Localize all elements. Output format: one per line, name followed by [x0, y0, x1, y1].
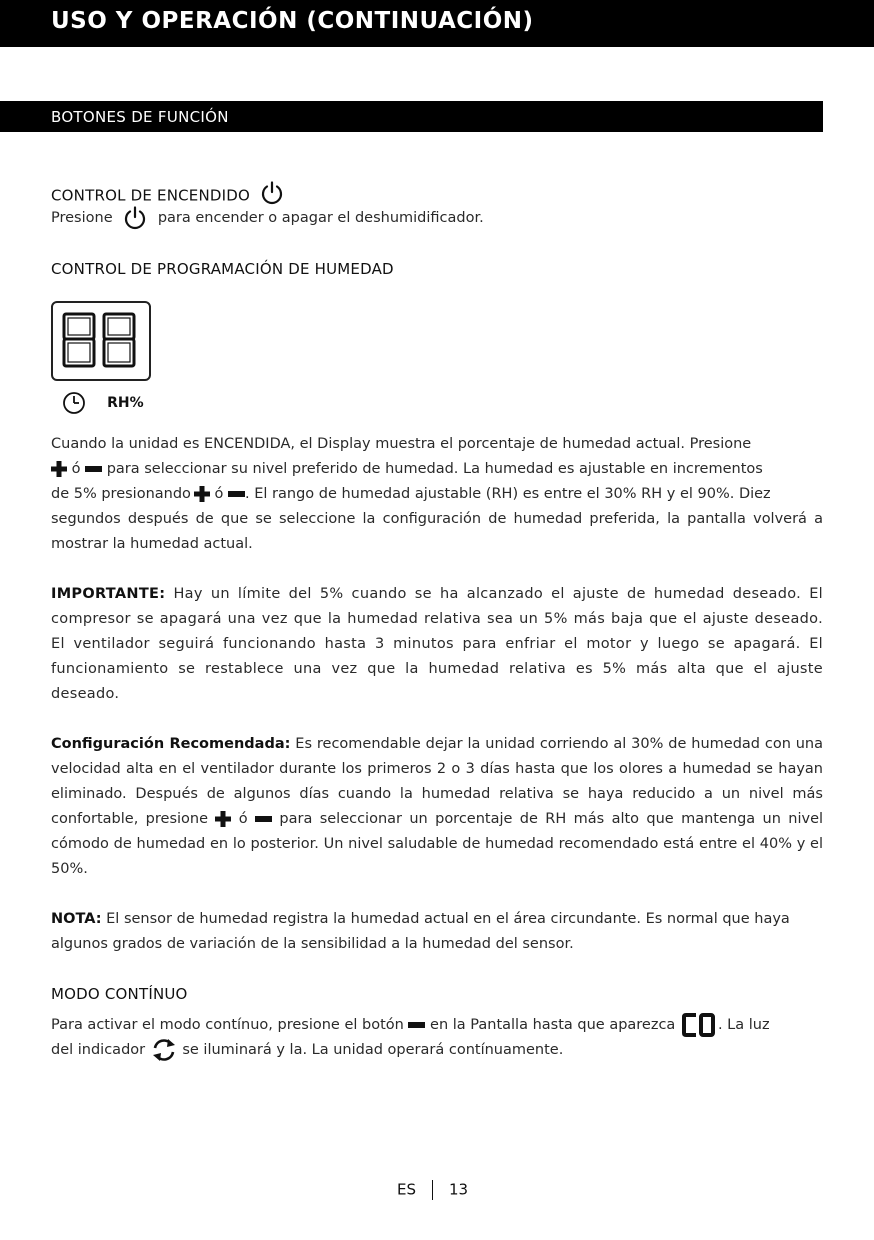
humidity-line-3 [51, 482, 771, 507]
important-text: Hay un límite del 5% cuando se ha alcanzado el ajuste de humedad deseado. El compresor se apagará una vez que la humedad relativa sea un 5% más baja que el ajuste deseado. El ventilador seguirá funcionando hasta 3 minutos para enfriar el motor y luego se apagará. El funcionamiento se restablece una vez que la humedad relativa es 5% más alta que el ajuste deseado. [51, 586, 823, 702]
recommended-text-1: Es recomendable dejar la unidad corriendo al 30% de humedad con una velocidad alta en el ventilador durante los primeros 2 o 3 días hasta que los olores a humedad se hayan eliminado. Después de algunos días cuando la humedad relativa se haya reducido a un nivel más confortable, presione [51, 736, 824, 827]
note-text: El sensor de humedad registra la humedad actual en el área circundante. Es normal que haya algunos grados de variación de la sensibilidad a la humedad del sensor. [51, 911, 790, 952]
power-control-heading [51, 186, 285, 206]
note-label: NOTA: [51, 911, 102, 927]
footer-separator [432, 1180, 433, 1200]
minus-icon [85, 466, 102, 472]
page-header [0, 0, 874, 47]
power-text-before: Presione [51, 210, 113, 226]
humidity-line-3-text: . El rango de humedad ajustable (RH) es entre el 30% RH y el 90%. Diez [245, 486, 771, 502]
recommended-label: Configuración Recomendada: [51, 736, 291, 752]
recommended-text-2: para seleccionar un porcentaje de RH más alto que mantenga un nivel cómodo de humedad en lo posterior. Un nivel saludable de humedad recomendado está entre el 40% y el 50%. [51, 811, 824, 877]
important-label: IMPORTANTE: [51, 586, 166, 602]
continuous-text-3: . La luz [717, 1017, 770, 1033]
page-number: 13 [449, 1180, 469, 1199]
rh-label: RH% [107, 395, 144, 411]
minus-icon [255, 816, 272, 822]
section-title: BOTONES DE FUNCIÓN [51, 108, 229, 126]
humidity-control-heading: CONTROL DE PROGRAMACIÓN DE HUMEDAD [51, 260, 394, 278]
important-paragraph [51, 582, 823, 707]
power-text-after: para encender o apagar el deshumidificador. [157, 210, 484, 226]
recommended-paragraph [51, 732, 823, 882]
power-instruction [51, 205, 484, 231]
or-text: ó [214, 486, 224, 502]
humidity-display [51, 301, 151, 381]
humidity-line-4: segundos después de que se seleccione la configuración de humedad preferida, la pantalla volverá a mostrar la humedad actual. [51, 511, 823, 552]
continuous-cycle-icon [150, 1037, 178, 1063]
continuous-text-1: Para activar el modo contínuo, presione el botón [51, 1017, 404, 1033]
seven-segment-display [53, 303, 149, 379]
footer-language: ES [397, 1180, 416, 1199]
humidity-line-2 [51, 457, 763, 482]
note-paragraph [51, 907, 823, 957]
continuous-text-4: del indicador [51, 1042, 146, 1058]
plus-icon [194, 486, 210, 502]
or-text: ó [238, 811, 248, 827]
minus-icon [408, 1022, 425, 1028]
continuous-mode-heading: MODO CONTÍNUO [51, 985, 188, 1003]
power-icon [259, 180, 285, 206]
page-footer [397, 1180, 468, 1200]
timer-icon [62, 391, 86, 415]
page-title: USO Y OPERACIÓN (CONTINUACIÓN) [51, 8, 534, 34]
humidity-line-2-text: para seleccionar su nivel preferido de humedad. La humedad es ajustable en incrementos [106, 461, 763, 477]
humidity-line-1: Cuando la unidad es ENCENDIDA, el Display muestra el porcentaje de humedad actual. Presione [51, 436, 752, 452]
continuous-line-1 [51, 1012, 770, 1038]
power-heading-text: CONTROL DE ENCENDIDO [51, 186, 251, 205]
continuous-line-2 [51, 1037, 563, 1063]
section-header [0, 101, 823, 132]
minus-icon [228, 491, 245, 497]
co-display-glyph [682, 1012, 716, 1038]
or-text: ó [71, 461, 81, 477]
power-icon [122, 205, 148, 231]
plus-icon [215, 811, 231, 827]
co-display-icon [682, 1012, 716, 1038]
humidity-line-3-start: de 5% presionando [51, 486, 191, 502]
continuous-text-2: en la Pantalla hasta que aparezca [430, 1017, 676, 1033]
plus-icon [51, 461, 67, 477]
display-indicators [62, 391, 144, 415]
continuous-text-5: se iluminará y la. La unidad operará contínuamente. [182, 1042, 564, 1058]
